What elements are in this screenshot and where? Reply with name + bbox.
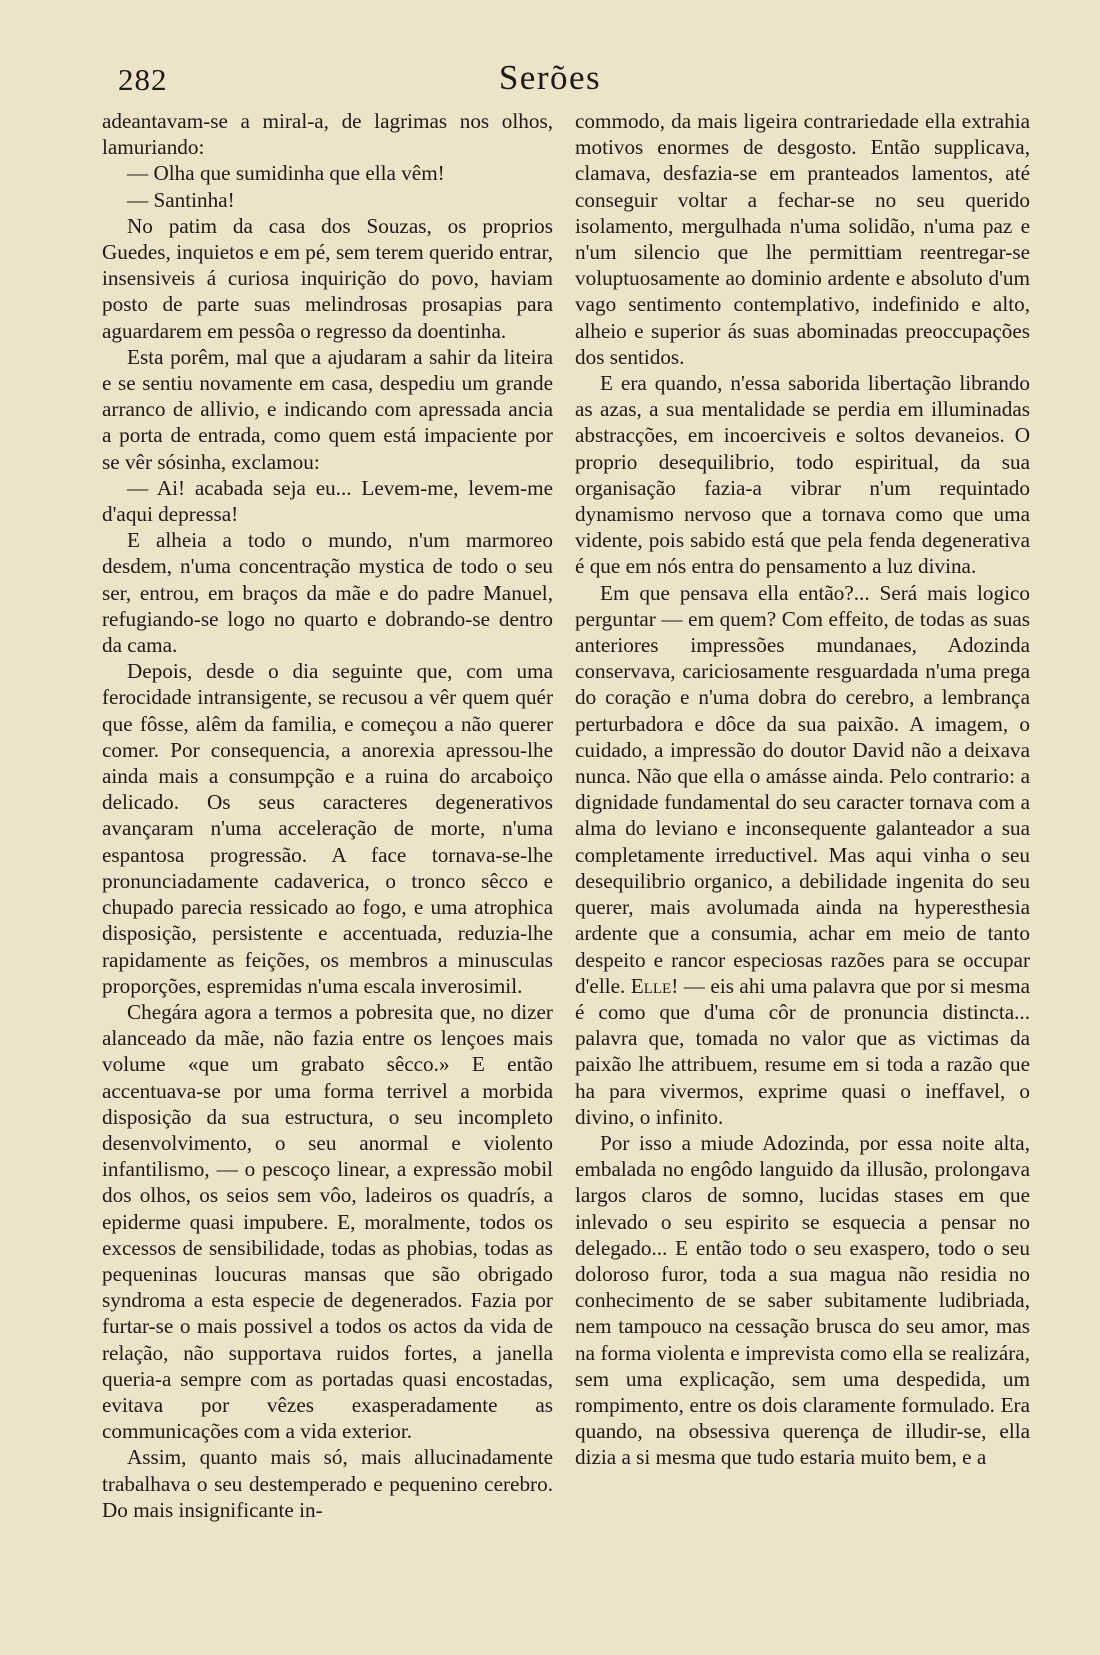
paragraph: Depois, desde o dia seguinte que, com uma ferocidade intransigente, se recusou a vêr quem quér que fôsse, alêm da familia, e começou a não querer comer. Por consequencia, a anorexia apressou-lhe ainda mais a consumpção e a ruina do arcaboiço delicado. Os seus caracteres degenerativos avançaram n'uma acceleração de morte, n'uma espantosa progressão. A face tornava-se-lhe pronunciadamente cadaverica, o tronco sêcco e chupado parecia ressicado ao fogo, e uma atrophica disposição, persistente e accentuada, reduzia-lhe rapidamente as feições, os membros a minusculas proporções, espremidas n'uma escala inverosimil.: [102, 659, 553, 998]
paragraph: No patim da casa dos Souzas, os proprios Guedes, inquietos e em pé, sem terem querido entrar, insensiveis á curiosa inquirição do povo, haviam posto de parte suas melindrosas prosapias para aguardarem em pessôa o regresso da doentinha.: [102, 213, 553, 343]
right-column: [575, 108, 1030, 1471]
paragraph: E era quando, n'essa saborida libertação librando as azas, a sua mentalidade se perdia em illuminadas abstracções, em incoerciveis e soltos devaneios. O proprio desequilibrio, todo espiritual, da sua organisação fazia-a vibrar n'um requintado dynamismo nervoso que a tornava como que uma vidente, pois sabido está que pela fenda degenerativa é que em nós entra do pensamento a luz divina.: [575, 371, 1030, 579]
paragraph-text: Em que pensava ella então?... Será mais logico perguntar — em quem? Com effeito, de todas as suas anteriores impressões mundanaes, Adozinda conservava, cariciosamente resguardada n'uma prega do coração e n'uma dobra do cerebro, a lembrança perturbadora e dôce da sua paixão. A imagem, o cuidado, a impressão do doutor David não a deixava nunca. Não que ella o amásse ainda. Pelo contrario: a dignidade fundamental do seu caracter tornava com a alma do leviano e inconsequente galanteador a sua completamente irreductivel. Mas aqui vinha o seu desequilibrio organico, a debilidade ingenita do seu querer, mais avolumada ainda na hyperesthesia ardente que a consumia, achar em meio de tanto despeito e rancor especiosas razões para se occupar d'elle.: [575, 580, 1030, 998]
page-number: 282: [118, 62, 168, 97]
paragraph: [575, 580, 1030, 1130]
paragraph: Por isso a miude Adozinda, por essa noite alta, embalada no engôdo languido da illusão, prolongava largos claros de somno, lucidas stases em que inlevado o seu espirito se esquecia a pensar no delegado... E então todo o seu exaspero, todo o seu doloroso furor, toda a sua magua não residia no conhecimento de se saber subitamente ludibriada, nem tampouco na cessação brusca do seu amor, mas na forma violenta e imprevista como ella se realizára, sem uma explicação, sem uma despedida, um rompimento, entre os dois claramente formulado. Era quando, na obsessiva querença de illudir-se, ella dizia a si mesma que tudo estaria muito bem, e a: [575, 1130, 1030, 1470]
paragraph: — Ai! acabada seja eu... Levem-me, levem-me d'aqui depressa!: [102, 475, 553, 527]
paragraph: Assim, quanto mais só, mais allucinadamente trabalhava o seu destemperado e pequenino cerebro. Do mais insignificante in-: [102, 1445, 553, 1522]
running-title: Serões: [498, 58, 602, 97]
small-caps-word: Elle: [630, 973, 672, 998]
paragraph: Chegára agora a termos a pobresita que, no dizer alanceado da mãe, não fazia entre os lençoes mais volume «que um grabato sêcco.» E então accentuava-se por uma forma terrivel a morbida disposição da sua estructura, o seu incompleto desenvolvimento, o seu anormal e violento infantilismo, — o pescoço linear, a expressão mobil dos olhos, os seios sem vôo, ladeiros os quadrís, a epiderme quasi impubere. E, moralmente, todos os excessos de sensibilidade, todas as phobias, todas as pequeninas loucuras mansas que são obrigado syndroma a esta especie de degenerados. Fazia por furtar-se o mais possivel a todos os actos da vida de relação, não supportava ruidos fortes, a janella queria-a sempre com as portadas quasi encostadas, evitava por vêzes exasperadamente as communicações com a vida exterior.: [102, 999, 553, 1444]
paragraph: — Olha que sumidinha que ella vêm!: [127, 161, 445, 186]
paragraph-text: ! — eis ahi uma palavra que por si mesma é como que d'uma côr de pronuncia distincta... palavra que, tomada no valor que as victimas da paixão lhe attribuem, resume em si toda a razão que ha para vivermos, exprime quasi o ineffavel, o divino, o infinito.: [575, 973, 1030, 1129]
paragraph: E alheia a todo o mundo, n'um marmoreo desdem, n'uma concentração mystica de todo o seu ser, entrou, em braços da mãe e do padre Manuel, refugiando-se logo no quarto e dobrando-se dentro da cama.: [102, 528, 553, 658]
paragraph: adeantavam-se a miral-a, de lagrimas nos olhos, lamuriando:: [102, 109, 553, 160]
paragraph: Esta porêm, mal que a ajudaram a sahir da liteira e se sentiu novamente em casa, despediu um grande arranco de allivio, e indicando com apressada ancia a porta de entrada, como quem está impaciente por se vêr sósinha, exclamou:: [102, 344, 553, 474]
paragraph: commodo, da mais ligeira contrariedade ella extrahia motivos enormes de desgosto. Então supplicava, clamava, desfazia-se em pranteados lamentos, até conseguir voltar a fechar-se no seu querido isolamento, mergulhada n'uma solidão, n'uma paz e n'um silencio que lhe permittiam reentregar-se voluptuosamente ao dominio ardente e absoluto d'um vago sentimento contemplativo, indefinido e alto, alheio e superior ás suas abominadas preoccupações dos sentidos.: [575, 109, 1030, 369]
left-column: [102, 108, 553, 1523]
paragraph: — Santinha!: [127, 187, 235, 212]
